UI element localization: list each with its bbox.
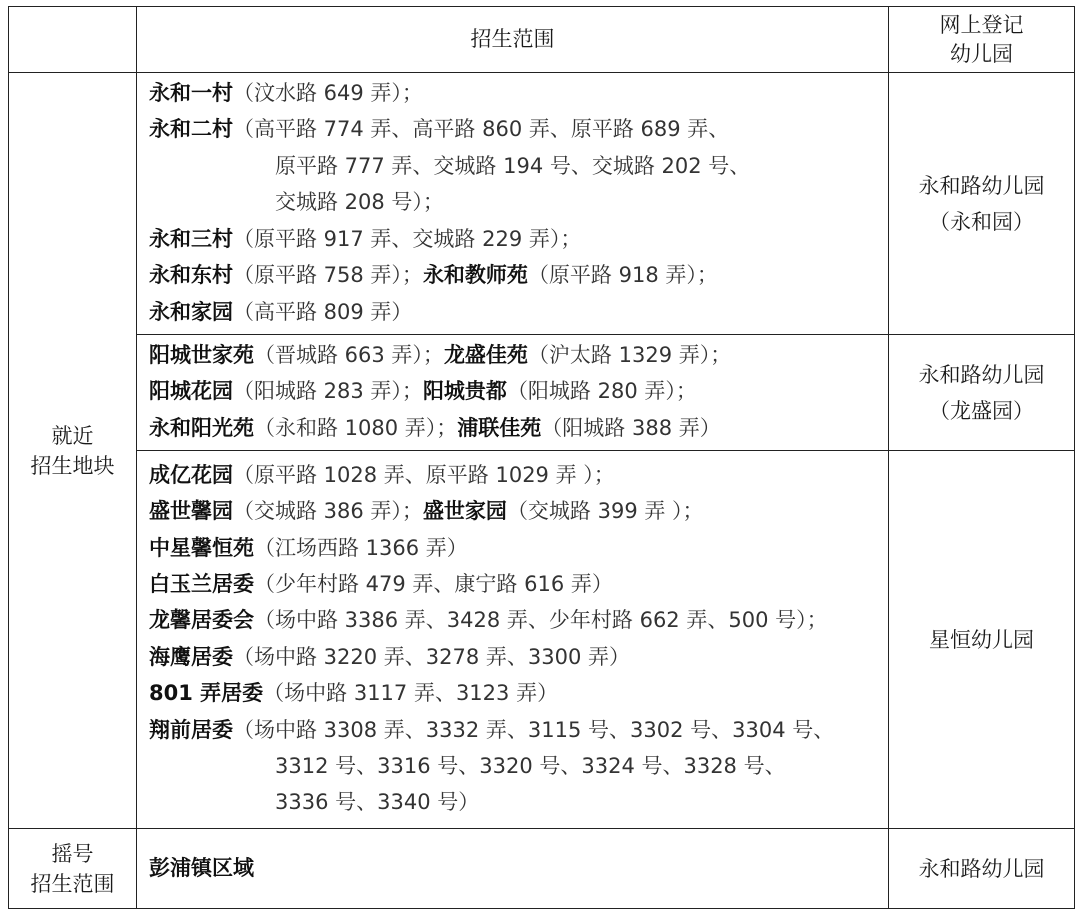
area-name: 翔前居委 (149, 717, 233, 742)
area-name: 海鹰居委 (149, 644, 233, 669)
header-row (9, 7, 1075, 73)
group2-areas (137, 335, 889, 451)
area-address: （阳城路 280 弄）； (506, 379, 697, 404)
area-address: （晋城路 663 弄）； (254, 343, 444, 367)
area-name: 永和阳光苑 (149, 415, 254, 440)
area-line (149, 639, 880, 675)
nearby-label-line1: 就近 (51, 423, 94, 448)
area-name: 盛世家园 (422, 499, 507, 524)
area-line (149, 257, 880, 293)
area-address: （原平路 917 弄、交城路 229 弄）； (233, 226, 582, 251)
header-empty-cell (9, 7, 137, 73)
area-line-continued (149, 748, 880, 784)
area-line (149, 111, 880, 147)
area-address: （汶水路 649 弄）； (233, 81, 423, 106)
area-address: （场中路 3117 弄、3123 弄） (263, 681, 559, 706)
kindergarten-name: 星恒幼儿园 (929, 627, 1034, 652)
kindergarten-name: 永和路幼儿园 (918, 173, 1045, 198)
area-line (149, 75, 880, 111)
area-name: 浦联佳苑 (457, 415, 542, 440)
area-address: 原平路 777 弄、交城路 194 号、交城路 202 号、 (275, 153, 751, 178)
lottery-label-line1: 摇号 (51, 841, 94, 866)
nearby-category-cell (9, 73, 137, 829)
area-line (149, 294, 880, 330)
kindergarten-name: 永和路幼儿园 (918, 362, 1045, 387)
area-name: 盛世馨园 (149, 499, 233, 524)
area-line (149, 850, 880, 886)
area-line (149, 457, 880, 493)
group3-row (9, 451, 1075, 829)
area-line (149, 493, 880, 529)
area-address: （阳城路 283 弄）； (233, 379, 423, 404)
area-line (149, 373, 880, 409)
area-address: 3312 号、3316 号、3320 号、3324 号、3328 号、 (275, 753, 786, 778)
area-address: （高平路 809 弄） (233, 299, 413, 324)
area-name: 永和一村 (149, 81, 233, 106)
group1-row (9, 73, 1075, 335)
area-address: 交城路 208 号）； (275, 190, 444, 215)
group2-kindergarten (889, 335, 1075, 451)
group3-areas (137, 451, 889, 829)
group1-kindergarten (889, 73, 1075, 335)
nearby-label-line2: 招生地块 (30, 453, 115, 478)
area-line-continued (149, 184, 880, 220)
group3-kindergarten (889, 451, 1075, 829)
area-line (149, 410, 880, 446)
area-address: （沪太路 1329 弄）； (527, 343, 732, 367)
area-line-continued (149, 148, 880, 184)
lottery-row (9, 829, 1075, 909)
area-name: 永和三村 (149, 226, 233, 251)
lottery-label-line2: 招生范围 (30, 871, 115, 896)
lottery-area (137, 829, 889, 909)
area-name: 阳城贵都 (422, 379, 507, 404)
area-name: 阳城花园 (149, 379, 233, 404)
header-enrollment-range: 招生范围 (137, 7, 889, 73)
header-kindergarten (889, 7, 1075, 73)
group1-areas (137, 73, 889, 335)
lottery-area-name: 彭浦镇区域 (149, 855, 254, 880)
area-address: （原平路 918 弄）； (527, 263, 718, 288)
kindergarten-campus: （龙盛园） (929, 398, 1034, 423)
area-line (149, 602, 880, 638)
kindergarten-name: 永和路幼儿园 (918, 856, 1045, 881)
header-kindergarten-line2: 幼儿园 (950, 41, 1013, 66)
lottery-category-cell (9, 829, 137, 909)
area-address: （江场西路 1366 弄） (254, 535, 468, 560)
area-address: （阳城路 388 弄） (541, 415, 721, 440)
area-line (149, 566, 880, 602)
area-name: 801 弄居委 (149, 681, 264, 706)
area-address: （场中路 3386 弄、3428 弄、少年村路 662 弄、500 号）； (254, 608, 828, 633)
area-name: 阳城世家苑 (149, 343, 254, 367)
area-address: （交城路 399 弄 ）； (506, 499, 704, 524)
area-address: （场中路 3308 弄、3332 弄、3115 号、3302 号、3304 号、 (233, 717, 835, 742)
area-address: （原平路 1028 弄、原平路 1029 弄 ）； (233, 462, 615, 487)
enrollment-table (8, 6, 1075, 909)
area-address: （场中路 3220 弄、3278 弄、3300 弄） (233, 644, 631, 669)
area-line (149, 712, 880, 748)
area-name: 龙馨居委会 (149, 608, 254, 633)
area-name: 永和教师苑 (422, 263, 528, 288)
area-address: 3336 号、3340 号） (275, 790, 480, 815)
area-name: 中星馨恒苑 (149, 535, 254, 560)
kindergarten-campus: （永和园） (929, 209, 1034, 234)
area-address: （少年村路 479 弄、康宁路 616 弄） (254, 571, 613, 596)
area-name: 永和东村 (149, 263, 233, 288)
group2-row (9, 335, 1075, 451)
area-name: 成亿花园 (149, 462, 233, 487)
area-name: 白玉兰居委 (149, 571, 254, 596)
area-name: 永和家园 (149, 299, 233, 324)
area-name: 永和二村 (149, 117, 233, 142)
area-name: 龙盛佳苑 (443, 343, 528, 367)
area-line (149, 530, 880, 566)
area-line (149, 337, 880, 373)
area-line (149, 675, 880, 711)
area-address: （原平路 758 弄）； (233, 263, 423, 288)
header-kindergarten-line1: 网上登记 (939, 12, 1024, 37)
area-address: （永和路 1080 弄）； (254, 415, 458, 440)
area-line (149, 221, 880, 257)
area-line-continued (149, 784, 880, 820)
area-address: （高平路 774 弄、高平路 860 弄、原平路 689 弄、 (233, 117, 730, 142)
area-address: （交城路 386 弄）； (233, 499, 423, 524)
lottery-kindergarten (889, 829, 1075, 909)
